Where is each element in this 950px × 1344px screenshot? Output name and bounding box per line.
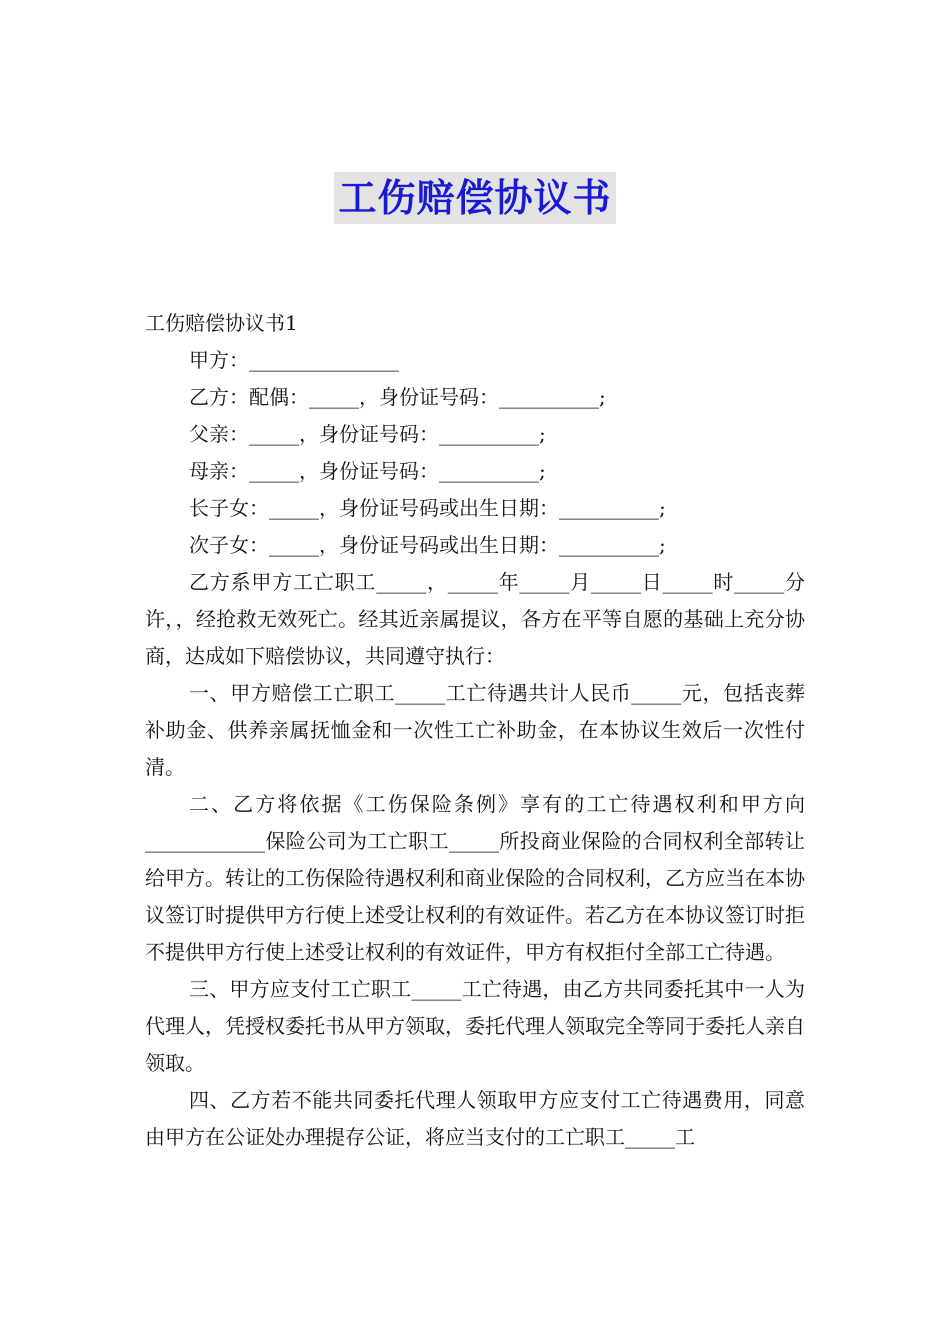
clause-1-paragraph: 一、甲方赔偿工亡职工_____工亡待遇共计人民币_____元，包括丧葬补助金、供养亲属抚恤金和一次性工亡补助金，在本协议生效后一次性付清。 [145,681,805,779]
clause-3-paragraph: 三、甲方应支付工亡职工_____工亡待遇，由乙方共同委托其中一人为代理人，凭授权委托书从甲方领取，委托代理人领取完全等同于委托人亲自领取。 [145,977,805,1075]
second-child-line: 次子女：_____，身份证号码或出生日期：__________; [189,533,666,557]
eldest-child-line: 长子女：_____，身份证号码或出生日期：__________; [189,496,666,520]
document-body [145,305,805,1156]
party-b-spouse-line: 乙方：配偶：_____，身份证号码：__________; [189,385,606,409]
mother-line: 母亲：_____，身份证号码：__________; [189,459,546,483]
document-title: 工伤赔偿协议书 [334,172,615,224]
clause-2-paragraph: 二、乙方将依据《工伤保险条例》享有的工亡待遇权利和甲方向____________保险公司为工亡职工_____所投商业保险的合同权利全部转让给甲方。转让的工伤保险待遇权利和商业保险的合同权利，乙方应当在本协议签订时提供甲方行使上述受让权利的有效证件。若乙方在本协议签订时拒不提供甲方行使上述受让权利的有效证件，甲方有权拒付全部工亡待遇。 [145,792,805,964]
section-heading: 工伤赔偿协议书1 [145,311,298,335]
party-a-line: 甲方：_______________ [189,348,399,372]
clause-4-paragraph: 四、乙方若不能共同委托代理人领取甲方应支付工亡待遇费用，同意由甲方在公证处办理提存公证，将应当支付的工亡职工_____工 [145,1088,805,1149]
father-line: 父亲：_____，身份证号码：__________; [189,422,546,446]
title-area [0,172,950,224]
preamble-paragraph: 乙方系甲方工亡职工_____，_____年_____月_____日_____时_____分许，，经抢救无效死亡。经其近亲属提议，各方在平等自愿的基础上充分协商，达成如下赔偿协议，共同遵守执行： [145,570,805,668]
